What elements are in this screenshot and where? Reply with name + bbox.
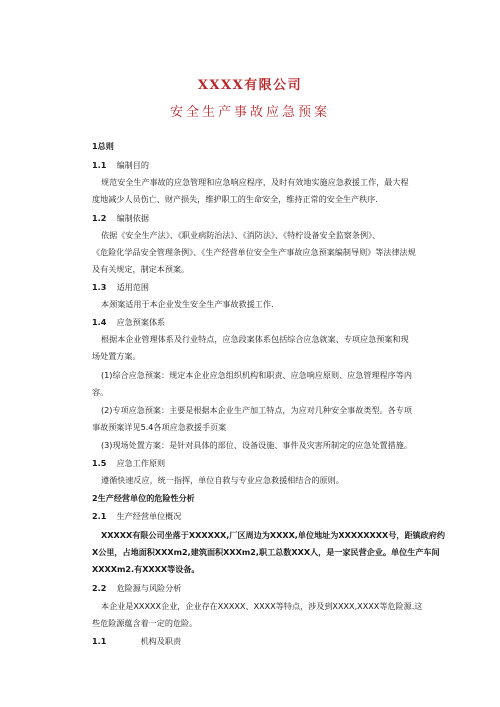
section-number: 1.3 [92, 282, 107, 292]
section-number: 2.2 [92, 583, 107, 593]
section-1-2-heading [92, 213, 472, 224]
section-1-1b-heading [92, 636, 472, 647]
section-title: 生产经营单位概况 [116, 511, 182, 521]
paragraph-line: 依据《安全生产法》、《职业病防治法》、《消防法》、《特柠设备安全监察条例》、 [101, 230, 381, 240]
paragraph-line: (3)现场处置方案：是针对具体的部位、设备设施、事件及灾害所制定的应急处置措施。 [101, 440, 412, 450]
section-number: 1.2 [92, 213, 107, 223]
paragraph-line: (2)专项应急预案：主要是根据本企业生产加工特点，为应对几种安全事故类型。各专项 [101, 405, 412, 415]
paragraph-line: (1)综合应急预案：规定本企业应急组织机构和职责、应急响应原则、应急管理程序等内 [101, 370, 412, 380]
section-title: 编制目的 [116, 160, 149, 170]
section-number: 2.1 [92, 511, 107, 521]
paragraph-line: 遵循快速反应，统一指挥，单位自救与专业应急救援相结合的原则。 [101, 475, 344, 485]
paragraph-line: 事故预案详见5.4各项应急救援手页案 [92, 422, 227, 432]
paragraph-line: 《危险化学品安全管理条例》、《生产经营单位安全生产事故应急预案编制导则》等法律法规 [92, 247, 416, 257]
section-1-4-heading [92, 317, 472, 328]
paragraph-line: XXXXm2.有XXXX等设备。 [92, 564, 200, 574]
section-number: 1.1 [92, 160, 107, 170]
paragraph-line: 场处置方案。 [92, 351, 141, 361]
section-2-1-heading [92, 511, 472, 522]
section-title: 适用范围 [116, 282, 149, 292]
paragraph-line: 本企业是XXXXX企业，企业存在XXXXX、XXXX等特点，涉及到XXXX,XXXX等危险源.这 [101, 601, 423, 611]
paragraph-line: 容。 [92, 387, 109, 397]
section-number: 1.5 [92, 458, 107, 468]
section-1-1-heading [92, 160, 472, 171]
paragraph-line: 本颈案适用于本企业发生安全生产事故救援工作. [101, 299, 274, 309]
section-2-heading: 2生产经营单位的危险性分析 [92, 493, 195, 503]
document-title: 安全生产事故应急预案 [169, 105, 330, 120]
company-name: XXXX有限公司 [197, 78, 303, 93]
paragraph-line: 及有关规定，制定本预案。 [92, 264, 190, 274]
section-title: 应急预案体系 [116, 317, 166, 327]
paragraph-line: X公里，占地面积XXXm2,建筑面积XXXm2,职工总数XXX人，是一家民营企业。单位生产车间 [92, 547, 440, 557]
section-number: 1.1 [92, 636, 107, 646]
section-title: 编制依据 [116, 213, 149, 223]
paragraph-line: 根据本企业管理体系及行业特点，应急段案体系包括综合应急就案、专项应急预案和现 [101, 334, 409, 344]
section-title: 应急工作原则 [116, 458, 166, 468]
section-1-3-heading [92, 282, 472, 293]
paragraph-line: 度地减少人员伤亡、财产损失，维护职工的生命安全，维持正常的安全生产秩序. [92, 194, 378, 204]
paragraph-line: 规范安全生产事故的应急管理和应急响应程序，及时有效地实施应急救援工作，最大程 [101, 177, 409, 187]
section-title: 危险源与风险分析 [116, 583, 182, 593]
section-2-2-heading [92, 583, 472, 594]
paragraph-line: 些危险源蕴含着一定的危险。 [92, 618, 198, 628]
section-number: 1.4 [92, 317, 107, 327]
section-title: 机构及职责 [140, 636, 182, 646]
paragraph-line: XXXXX有限公司坐落于XXXXXX,厂区周边为XXXX,单位地址为XXXXXXXX号，距镇政府约 [101, 530, 445, 540]
section-1-5-heading [92, 458, 472, 469]
section-1-heading: 1总则 [92, 141, 114, 151]
